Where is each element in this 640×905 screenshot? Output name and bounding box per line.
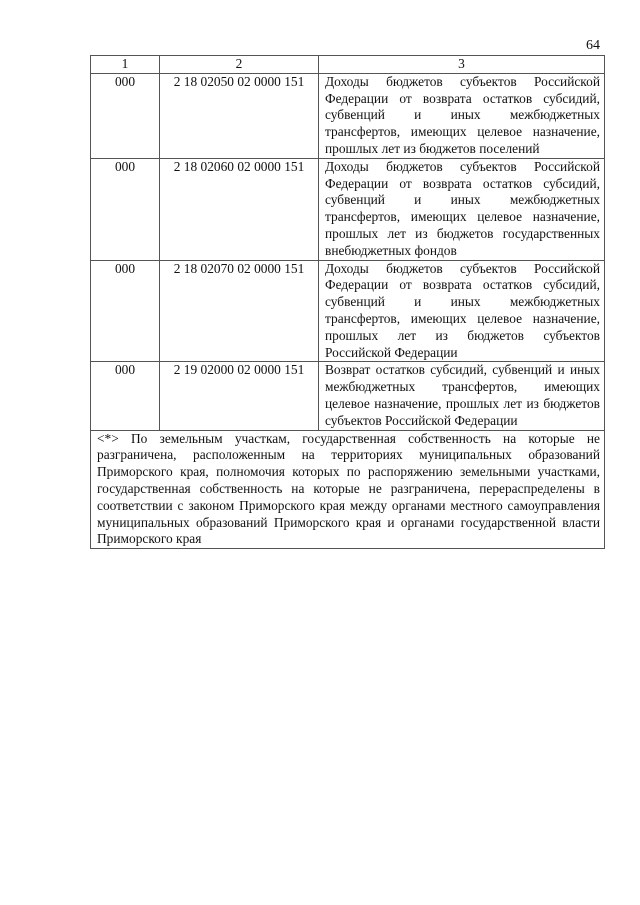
revenue-name-cell: Доходы бюджетов субъектов Российской Федерации от возврата остатков субсидий, субвенций и иных межбюджетных трансфертов, имеющих целевое назначение, прошлых лет из бюджетов субъектов Российской Федерации	[319, 260, 605, 362]
kbk-cell: 2 18 02070 02 0000 151	[160, 260, 319, 362]
revenue-name-cell: Возврат остатков субсидий, субвенций и иных межбюджетных трансфертов, имеющих целевое назначение, прошлых лет из бюджетов субъектов Российской Федерации	[319, 362, 605, 430]
revenue-name-cell: Доходы бюджетов субъектов Российской Федерации от возврата остатков субсидий, субвенций и иных межбюджетных трансфертов, имеющих целевое назначение, прошлых лет из бюджетов поселений	[319, 73, 605, 158]
table-row	[91, 73, 605, 158]
admin-code-cell: 000	[91, 260, 160, 362]
table-row	[91, 260, 605, 362]
page-number: 64	[586, 38, 600, 53]
footnote-text: <*> По земельным участкам, государственная собственность на которые не разграничена, расположенным на территориях муниципальных образований Приморского края, полномочия которых по распоряжению земельными участками, государственная собственность на которые не разграничена, перераспределены в соответствии с законом Приморского края между органами местного самоуправления муниципальных образований Приморского края и органами государственной власти Приморского края	[91, 430, 605, 549]
revenue-name-cell: Доходы бюджетов субъектов Российской Федерации от возврата остатков субсидий, субвенций и иных межбюджетных трансфертов, имеющих целевое назначение, прошлых лет из бюджетов государственных внебюджетных фондов	[319, 158, 605, 260]
header-col-1: 1	[91, 56, 160, 74]
kbk-cell: 2 19 02000 02 0000 151	[160, 362, 319, 430]
revenue-codes-table	[90, 55, 605, 549]
kbk-cell: 2 18 02050 02 0000 151	[160, 73, 319, 158]
table-row	[91, 158, 605, 260]
table-row	[91, 362, 605, 430]
admin-code-cell: 000	[91, 73, 160, 158]
admin-code-cell: 000	[91, 362, 160, 430]
kbk-cell: 2 18 02060 02 0000 151	[160, 158, 319, 260]
table-header-row	[91, 56, 605, 74]
header-col-3: 3	[319, 56, 605, 74]
header-col-2: 2	[160, 56, 319, 74]
footnote-row	[91, 430, 605, 549]
admin-code-cell: 000	[91, 158, 160, 260]
